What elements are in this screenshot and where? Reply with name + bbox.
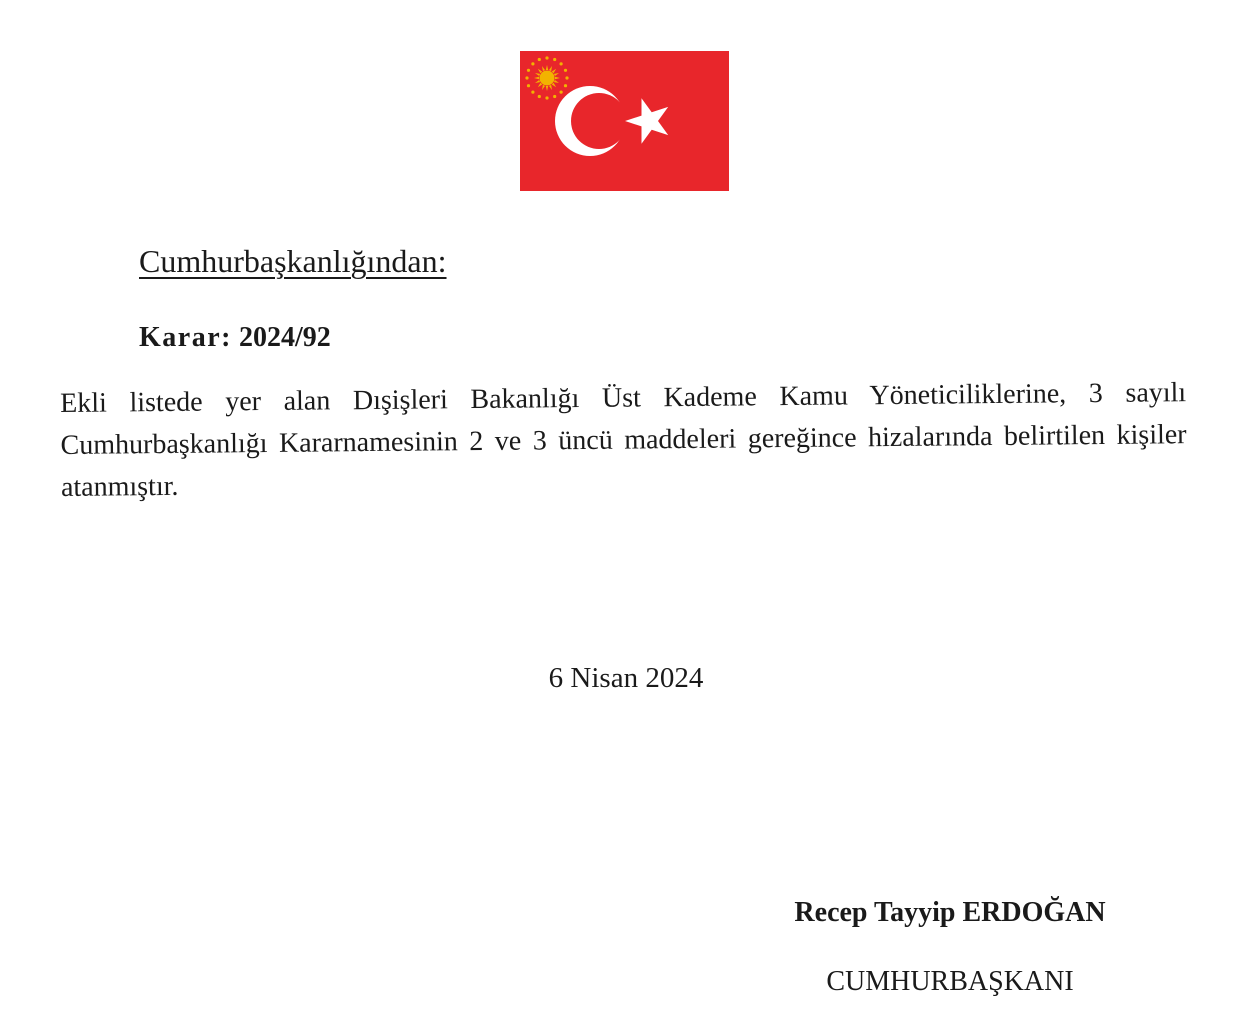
signatory-name: Recep Tayyip ERDOĞAN — [794, 897, 1106, 928]
decision-label: Karar: — [139, 322, 232, 353]
document-date: 6 Nisan 2024 — [548, 662, 704, 694]
turkish-flag-emblem — [520, 51, 729, 191]
issuer-heading: Cumhurbaşkanlığından: — [139, 243, 447, 279]
signatory-title: CUMHURBAŞKANI — [826, 966, 1074, 997]
decision-number: 2024/92 — [238, 322, 331, 353]
decision-line — [139, 322, 331, 354]
decision-body-text: Ekli listede yer alan Dışişleri Bakanlığı Üst Kademe Kamu Yöneticiliklerine, 3 sayılı Cumhurbaşkanlığı Kararnamesinin 2 ve 3 üncü maddeleri gereğince hizalarında belirtilen kişiler atanmıştır. — [60, 377, 1187, 503]
